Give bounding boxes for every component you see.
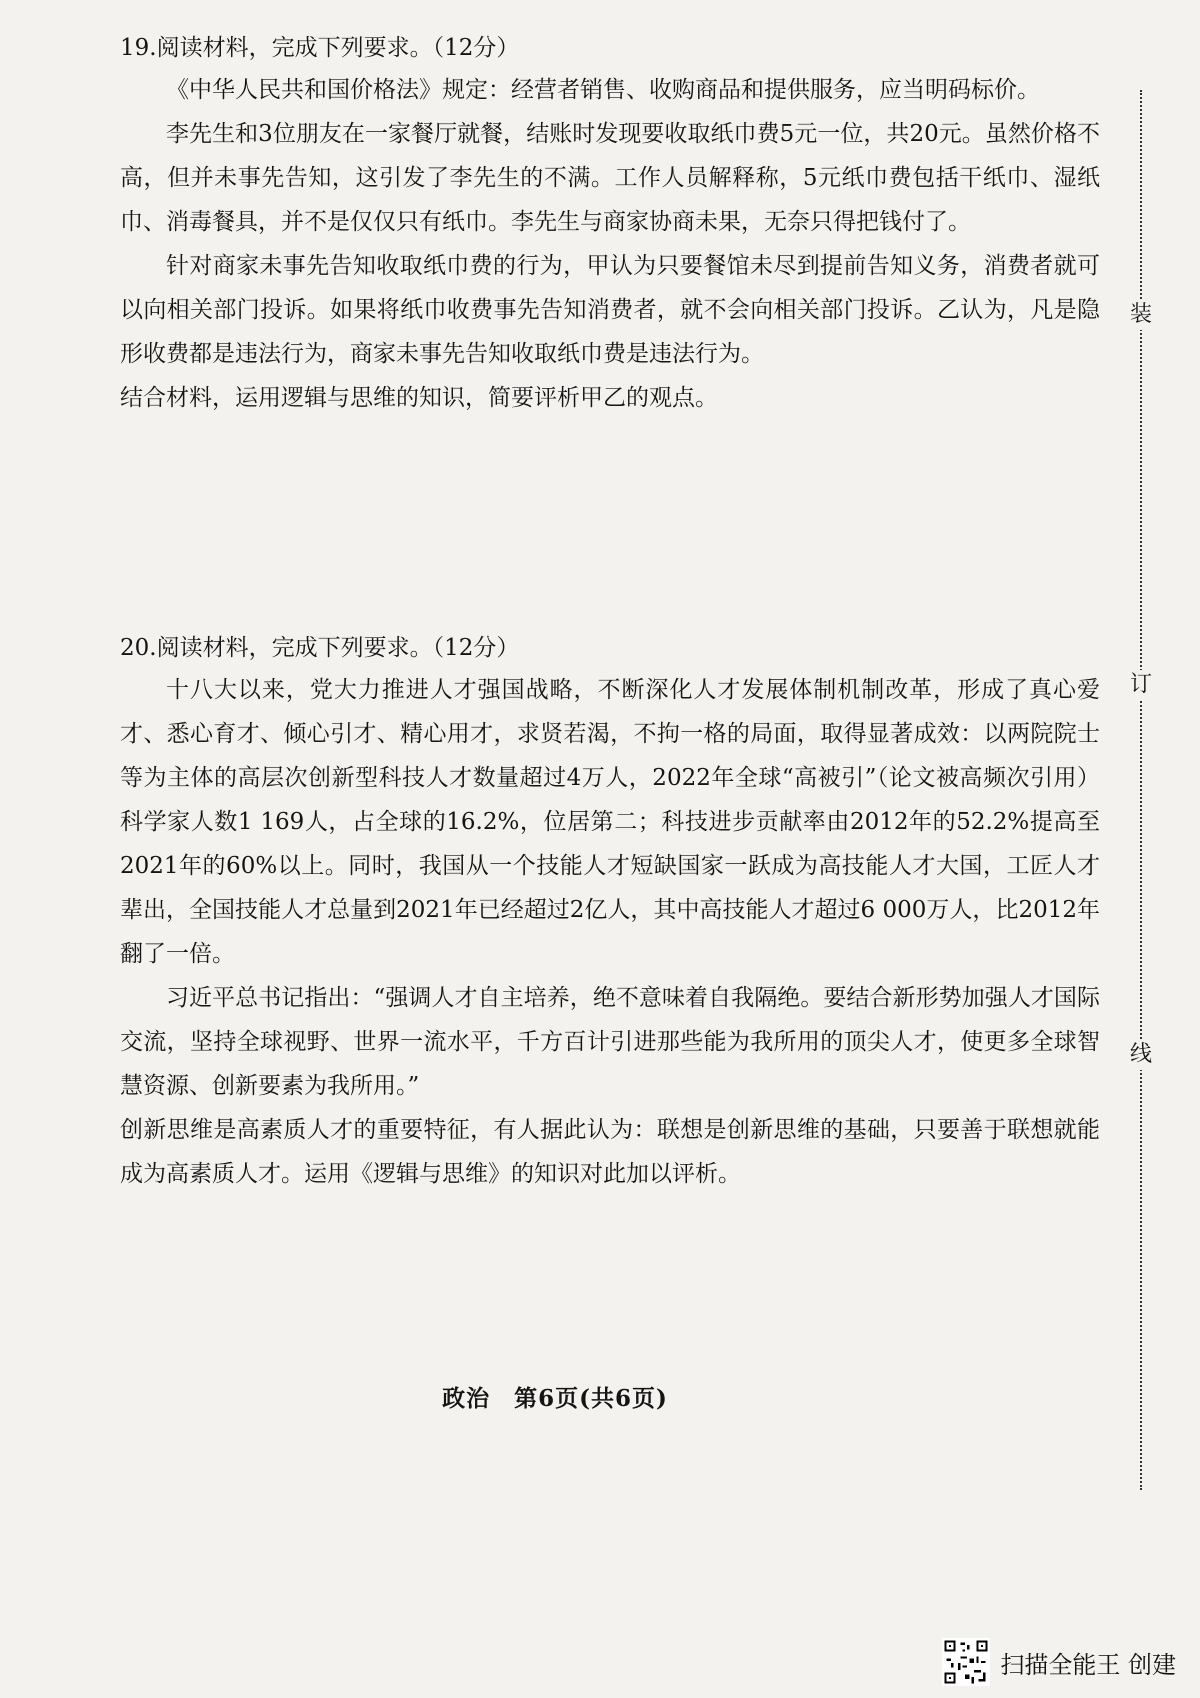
watermark-text: 扫描全能王 创建 <box>1000 1650 1176 1679</box>
material-paragraph: 李先生和3位朋友在一家餐厅就餐，结账时发现要收取纸巾费5元一位，共20元。虽然价格不高，但并未事先告知，这引发了李先生的不满。工作人员解释称，5元纸巾费包括干纸巾、湿纸巾、消毒餐具，并不是仅仅只有纸巾。李先生与商家协商未果，无奈只得把钱付了。 <box>120 121 1100 235</box>
material-paragraph: 十八大以来，党大力推进人才强国战略，不断深化人才发展体制机制改革，形成了真心爱才、悉心育才、倾心引才、精心用才，求贤若渴，不拘一格的局面，取得显著成效：以两院院士等为主体的高层次创新型科技人才数量超过4万人，2022年全球“高被引”（论文被高频次引用）科学家人数1 169人，占全球的16.2%，位居第二；科技进步贡献率由2012年的52.2%提高至2021年的60%以上。同时，我国从一个技能人才短缺国家一跃成为高技能人才大国，工匠人才辈出，全国技能人才总量到2021年已经超过2亿人，其中高技能人才超过6 000万人，比2012年翻了一倍。 <box>120 677 1100 967</box>
question-task: 结合材料，运用逻辑与思维的知识，简要评析甲乙的观点。 <box>120 385 718 411</box>
binding-label-zhuang: 装 <box>1127 300 1155 330</box>
material-paragraph: 习近平总书记指出：“强调人才自主培养，绝不意味着自我隔绝。要结合新形势加强人才国际交流，坚持全球视野、世界一流水平，千方百计引进那些能为我所用的顶尖人才，使更多全球智慧资源、创新要素为我所用。” <box>120 985 1100 1099</box>
binding-label-xian: 线 <box>1127 1040 1155 1070</box>
question-19 <box>120 28 1100 420</box>
question-20 <box>120 628 1100 1196</box>
bleed-through-text <box>120 445 1080 565</box>
scanner-watermark <box>942 1638 1176 1686</box>
qr-code-icon <box>942 1638 990 1686</box>
binding-line <box>1129 90 1152 1490</box>
question-title: 19.阅读材料，完成下列要求。（12分） <box>120 35 520 61</box>
material-paragraph: 《中华人民共和国价格法》规定：经营者销售、收购商品和提供服务，应当明码标价。 <box>166 77 1040 103</box>
binding-label-ding: 订 <box>1127 670 1155 700</box>
page-footer: 政治 第6页(共6页) <box>442 1385 668 1412</box>
material-paragraph: 针对商家未事先告知收取纸巾费的行为，甲认为只要餐馆未尽到提前告知义务，消费者就可以向相关部门投诉。如果将纸巾收费事先告知消费者，就不会向相关部门投诉。乙认为，凡是隐形收费都是违法行为，商家未事先告知收取纸巾费是违法行为。 <box>120 253 1100 367</box>
question-title: 20.阅读材料，完成下列要求。（12分） <box>120 635 520 661</box>
question-task: 创新思维是高素质人才的重要特征，有人据此认为：联想是创新思维的基础，只要善于联想就能成为高素质人才。运用《逻辑与思维》的知识对此加以评析。 <box>120 1117 1100 1187</box>
